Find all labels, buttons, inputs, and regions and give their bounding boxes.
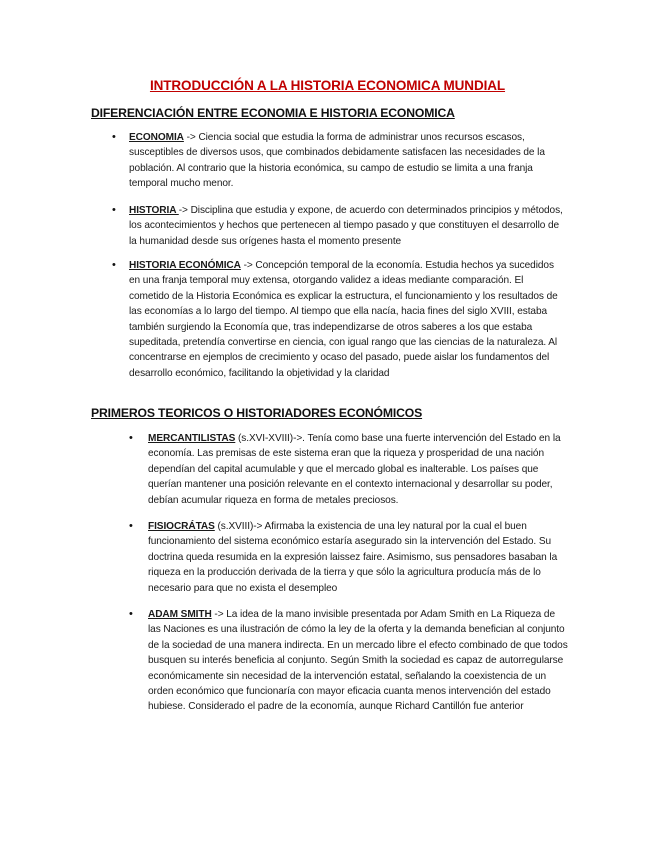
list-item-adam-smith — [129, 607, 570, 715]
item-paragraph — [148, 607, 570, 715]
bullet-icon: • — [112, 259, 116, 271]
term-separator: (s.XVIII)-> — [214, 521, 265, 532]
term-separator: -> — [211, 609, 227, 620]
term-label: ADAM SMITH — [148, 609, 212, 620]
term-separator: (s.XVI-XVIII)->. — [235, 433, 308, 444]
term-separator: -> — [240, 260, 256, 271]
term-label: FISIOCRÁTAS — [148, 521, 215, 532]
list-item-economia — [112, 130, 565, 192]
item-paragraph — [129, 203, 565, 249]
term-description: Ciencia social que estudia la forma de administrar unos recursos escasos, susceptibles de diversos usos, que combinados debidamente satisfacen las necesidades de la población. Al contrario que la historia económica, su campo de estudio se limita a una franja temporal mucho menor. — [129, 132, 545, 190]
section-heading-diferenciacion: DIFERENCIACIÓN ENTRE ECONOMIA E HISTORIA ECONOMICA — [91, 106, 455, 120]
list-item-fisiocratas — [129, 519, 570, 596]
term-description: Disciplina que estudia y expone, de acuerdo con determinados principios y métodos, los acontecimientos y hechos que pertenecen al tiempo pasado y que constituyen el desarrollo de la humanidad desde sus orígenes hasta el momento presente — [129, 205, 563, 247]
bullet-icon: • — [129, 520, 133, 532]
list-item-historia-economica — [112, 258, 565, 381]
item-paragraph — [129, 258, 565, 381]
bullet-icon: • — [112, 131, 116, 143]
bullet-icon: • — [112, 204, 116, 216]
term-separator: -> — [178, 205, 191, 216]
term-description: La idea de la mano invisible presentada por Adam Smith en La Riqueza de las Naciones es una ilustración de cómo la ley de la oferta y la demanda benefician al conjunto de la sociedad de una manera indirecta. En un mercado libre el efecto combinado de que todos busquen su interés beneficia al conjunto. Según Smith la sociedad es capaz de autorregularse económicamente sin necesidad de la intervención estatal, señalando la coexistencia de un orden económico que funcionaría con mayor eficacia cuanta menos intervención del estado hubiese. Considerado el padre de la economía, aunque Richard Cantillón fue anterior — [148, 609, 568, 713]
bullet-icon: • — [129, 608, 133, 620]
term-label: ECONOMIA — [129, 132, 184, 143]
term-separator: -> — [183, 132, 199, 143]
term-label: HISTORIA ECONÓMICA — [129, 260, 241, 271]
item-paragraph — [148, 519, 570, 596]
document-title: INTRODUCCIÓN A LA HISTORIA ECONOMICA MUNDIAL — [149, 78, 506, 93]
term-label: MERCANTILISTAS — [148, 433, 236, 444]
bullet-icon: • — [129, 432, 133, 444]
term-description: Concepción temporal de la economía. Estudia hechos ya sucedidos en una franja temporal muy extensa, otorgando validez a ideas mediante comparación. El cometido de la Historia Económica es explicar la estructura, el funcionamiento y los resultados de las economías a lo largo del tiempo. Al tiempo que ella nacía, hacia fines del siglo XVIII, estaba también surgiendo la Economía que, tras independizarse de otros saberes a los que estaba supeditada, pretendía convertirse en ciencia, con igual rango que las ciencias de la naturaleza. Al concentrarse en ejemplos de crecimiento y ocaso del pasado, puede aislar los fundamentos del desarrollo económico, facilitando la objetividad y la claridad — [129, 260, 558, 379]
section-heading-primeros-teoricos: PRIMEROS TEORICOS O HISTORIADORES ECONÓMICOS — [91, 406, 423, 420]
item-paragraph — [148, 431, 570, 508]
list-item-historia — [112, 203, 565, 249]
term-description: Tenía como base una fuerte intervención del Estado en la economía. Las premisas de este sistema eran que la riqueza y prosperidad de una nación dependían del capital acumulable y que el mercado global es inalterable. Los países que querían mantener una posición relevante en el contexto internacional y desarrollar su poder, debían acumular riqueza en forma de metales preciosos. — [148, 433, 561, 506]
list-item-mercantilistas — [129, 431, 570, 508]
item-paragraph — [129, 130, 565, 192]
term-label: HISTORIA — [129, 205, 179, 216]
term-description: Afirmaba la existencia de una ley natural por la cual el buen funcionamiento del sistema económico estaría asegurado sin la intervención del Estado. Su doctrina queda resumida en la expresión laissez faire. Asimismo, sus pensadores basaban la riqueza en la producción derivada de la tierra y que sólo la agricultura producía más de lo necesario para que no exista el desempleo — [148, 521, 558, 594]
